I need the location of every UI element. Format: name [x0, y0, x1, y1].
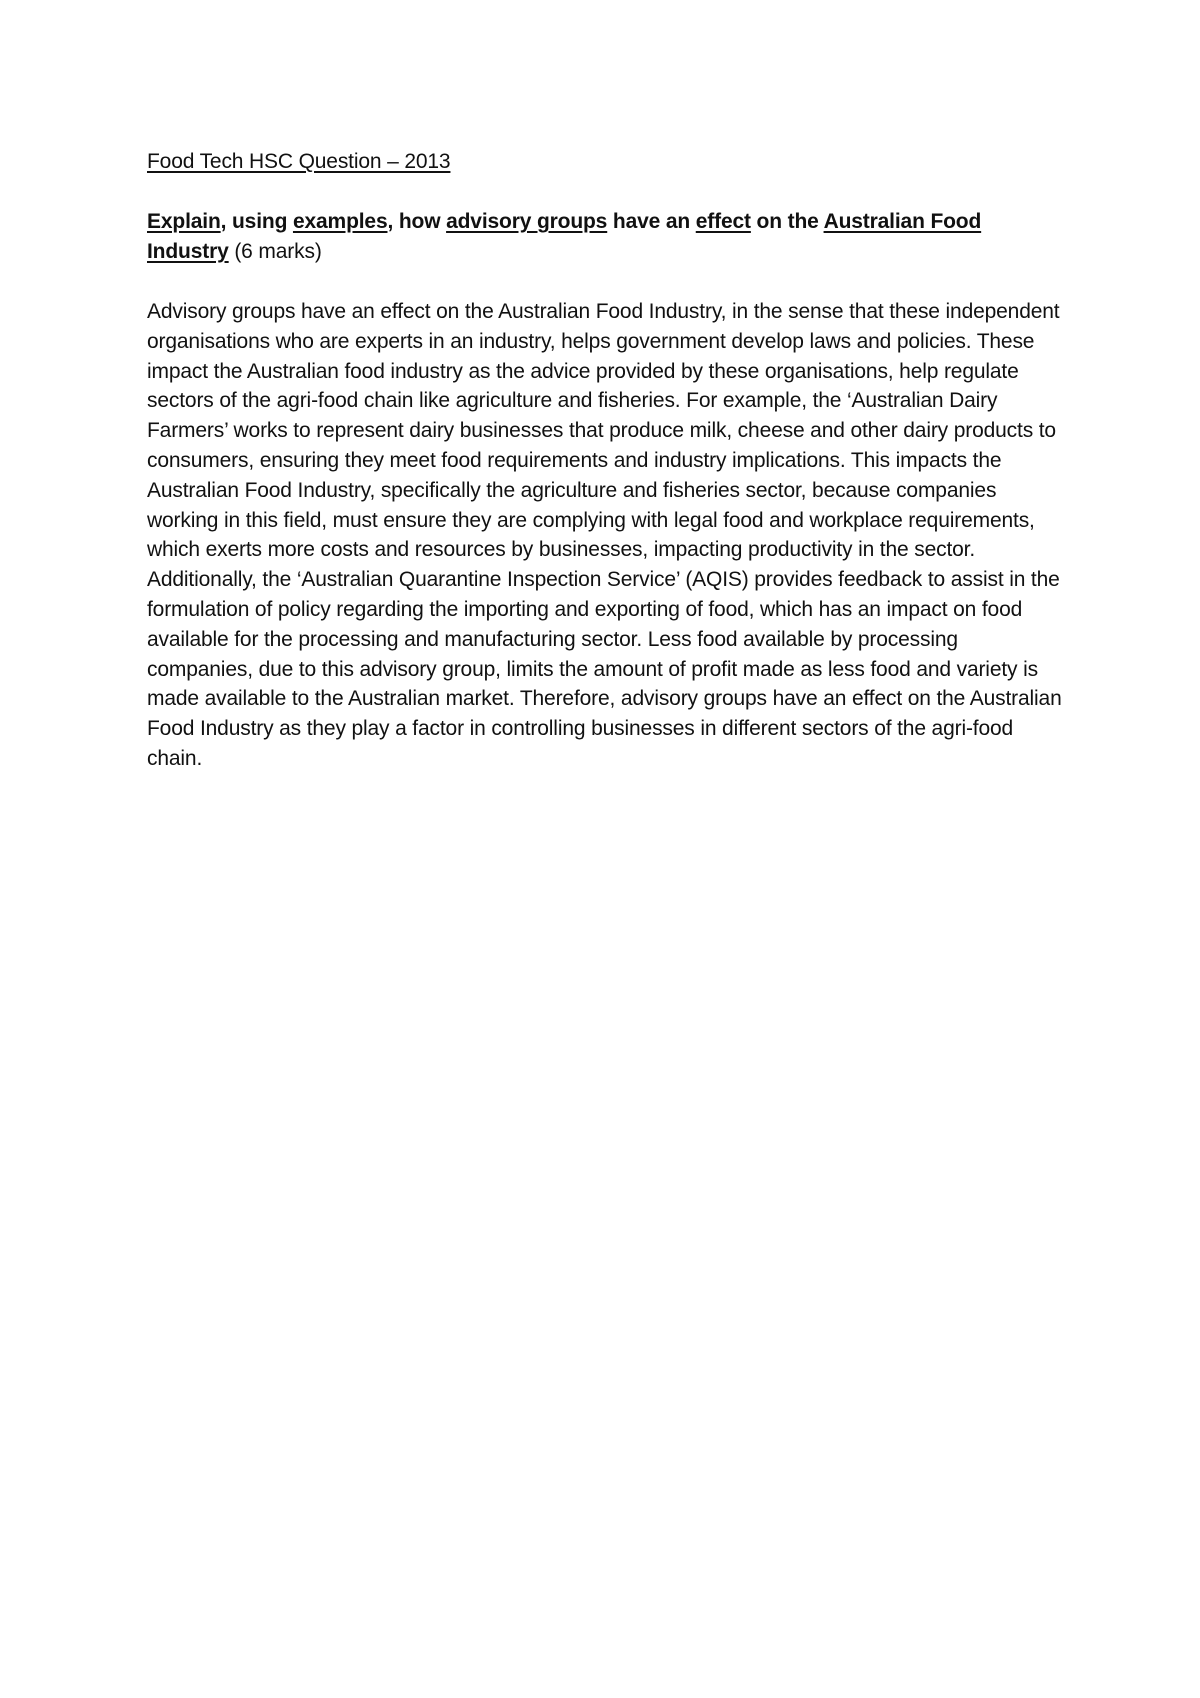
question-part-examples: examples — [292, 210, 388, 233]
answer-paragraph: Advisory groups have an effect on the Australian Food Industry, in the sense that these independent organisations who are experts in an industry, helps government develop laws and policies. These impact the Australian food industry as the advice provided by these organisations, help regulate sectors of the agri-food chain like agriculture and fisheries. For example, the ‘Australian Dairy Farmers’ works to represent dairy businesses that produce milk, cheese and other dairy products to consumers, ensuring they meet food requirements and industry implications. This impacts the Australian Food Industry, specifically the agriculture and fisheries sector, because companies working in this field, must ensure they are complying with legal food and workplace requirements, which exerts more costs and resources by businesses, impacting productivity in the sector. Additionally, the ‘Australian Quarantine Inspection Service’ (AQIS) provides feedback to assist in the formulation of policy regarding the importing and exporting of food, which has an impact on food available for the processing and manufacturing sector. Less food available by processing companies, due to this advisory group, limits the amount of profit made as less food and variety is made available to the Australian market. Therefore, advisory groups have an effect on the Australian Food Industry as they play a factor in controlling businesses in different sectors of the agri-food chain. — [147, 300, 1062, 770]
question-part-australian-food-industry: Australian Food Industry — [147, 210, 982, 263]
question-part-marks: (6 marks) — [228, 240, 322, 263]
question-part-advisory-groups: advisory groups — [446, 210, 608, 233]
question-part-how: , how — [387, 210, 447, 233]
document-content — [147, 147, 1067, 774]
document-title — [147, 147, 1067, 177]
exam-question — [147, 207, 1067, 267]
question-part-effect: effect — [695, 210, 751, 233]
question-part-on-the: on the — [750, 210, 824, 233]
question-part-have-an: have an — [607, 210, 696, 233]
question-part-explain: Explain — [147, 210, 221, 233]
document-title-text: Food Tech HSC Question – 2013 — [147, 150, 451, 173]
question-part-using: , using — [220, 210, 293, 233]
